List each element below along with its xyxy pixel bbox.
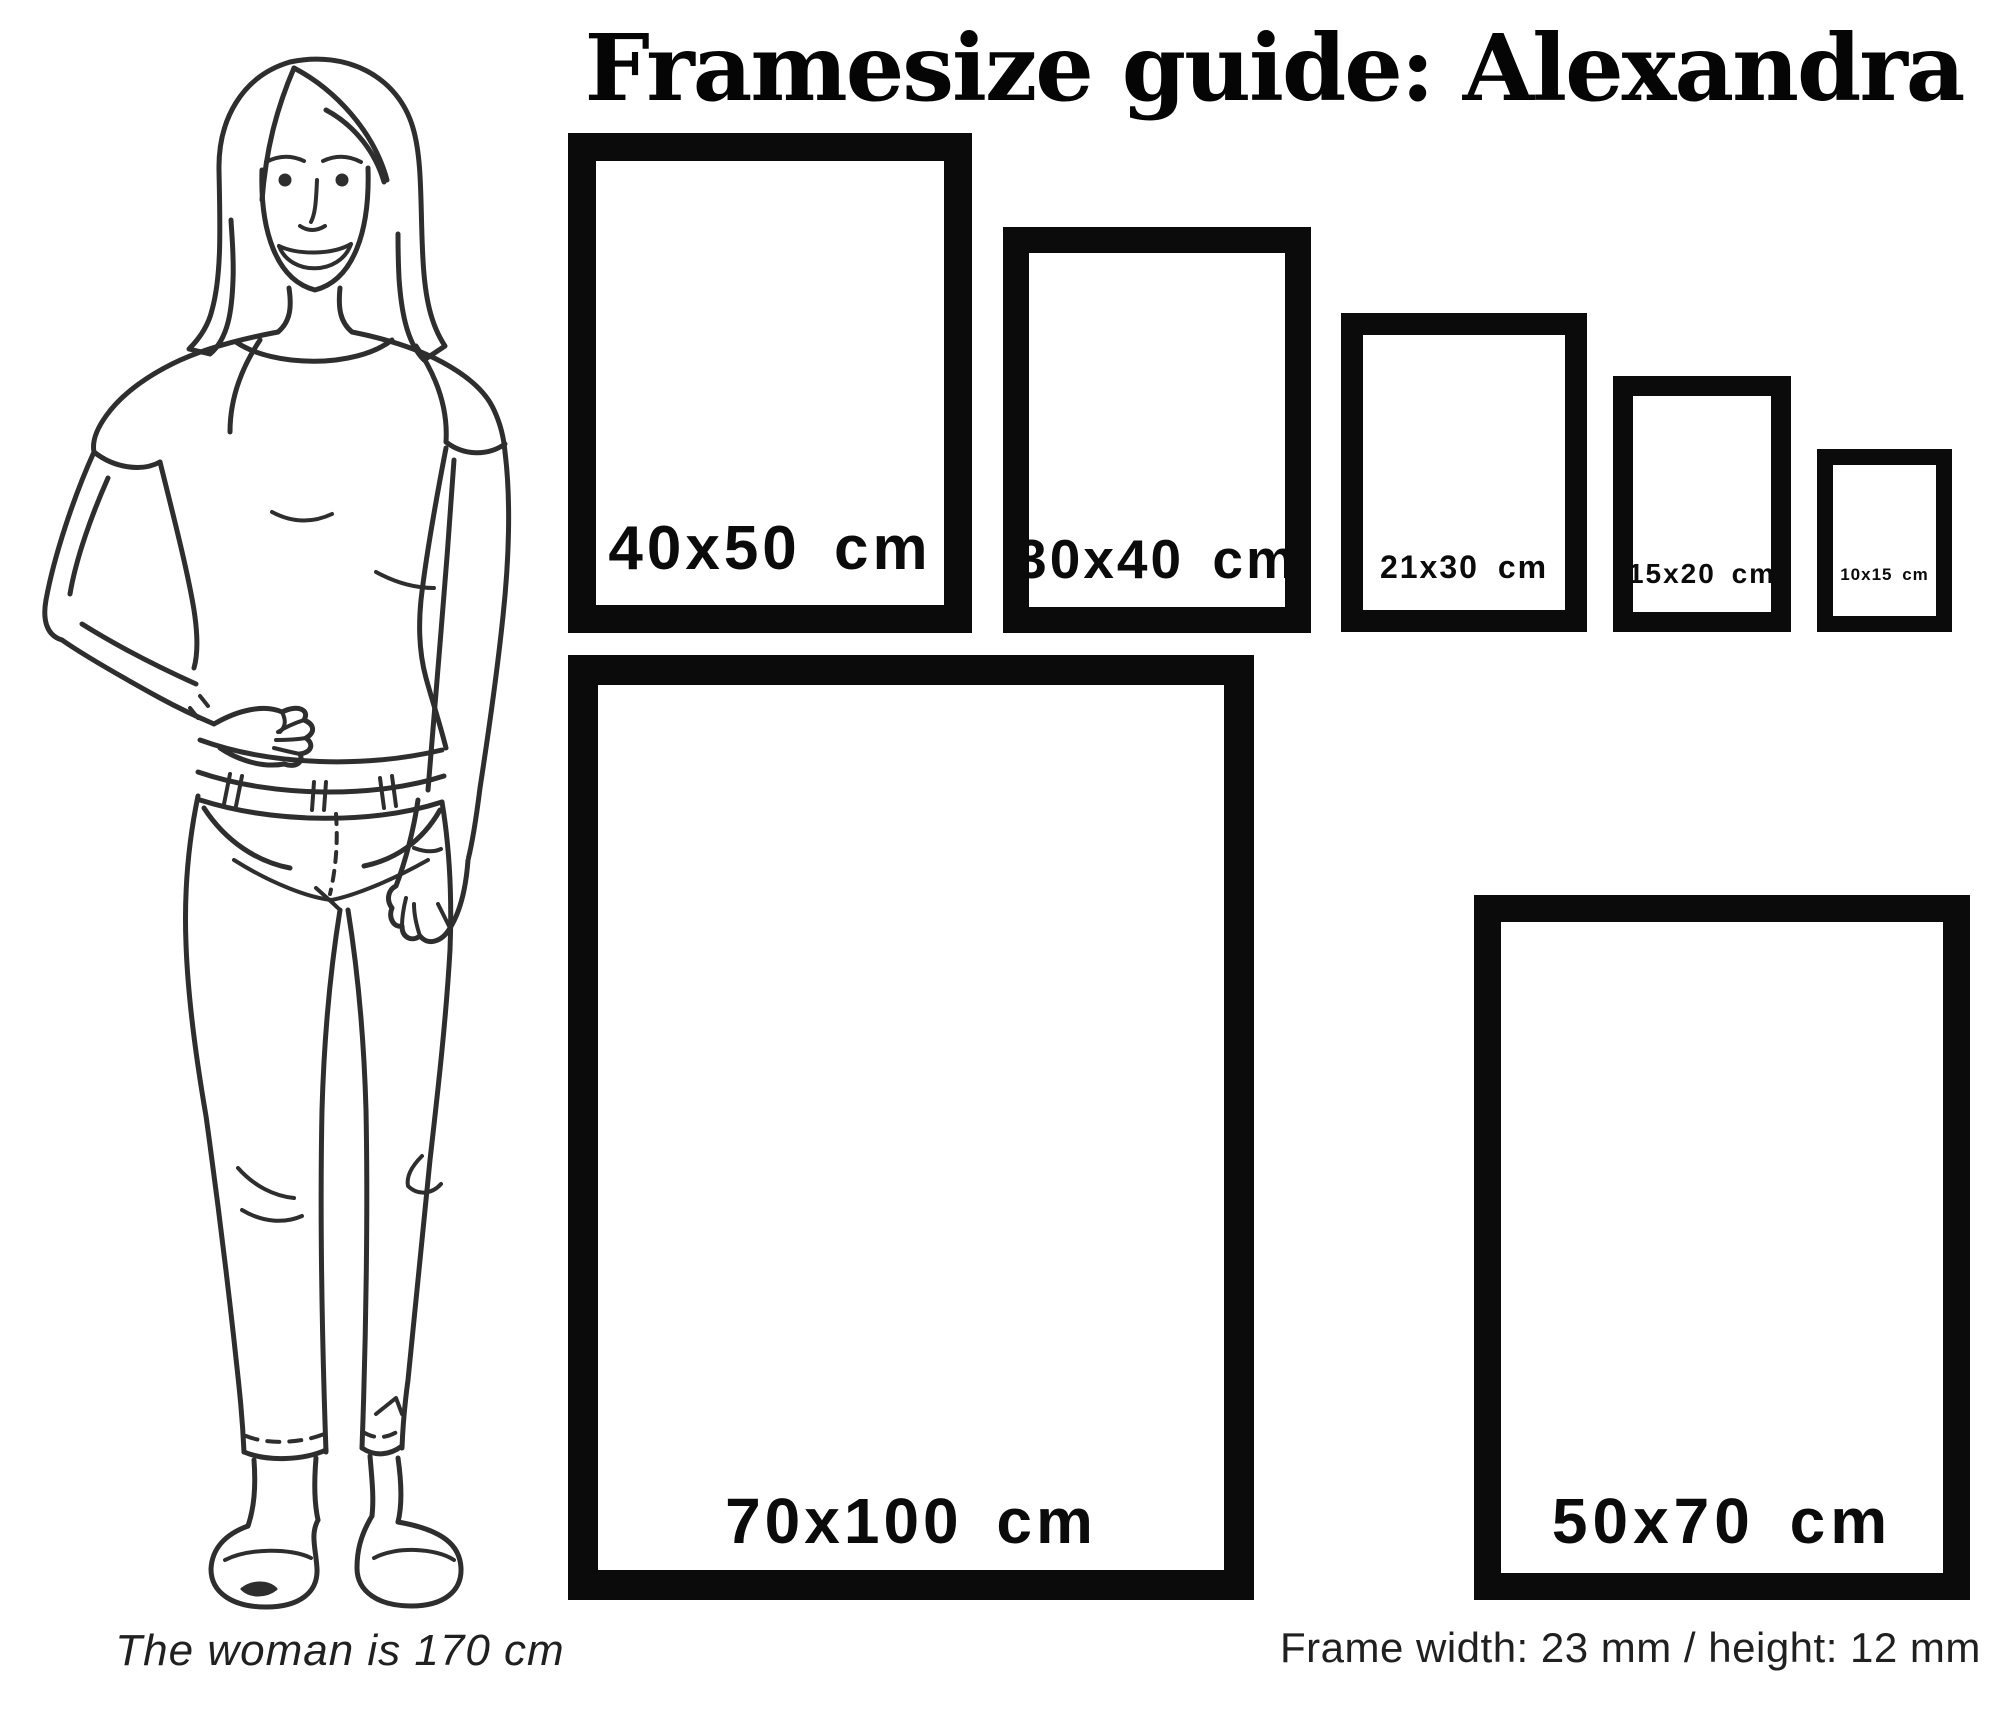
woman-line-drawing-icon [24,48,544,1628]
page-title: Framesize guide: Alexandra [584,14,1964,122]
frame-70x100 [568,655,1254,1600]
frame-size-label: 21x30 cm [1379,549,1549,585]
frame-size-label: 50x70 cm [1551,1485,1893,1557]
frame-50x70 [1474,895,1970,1600]
frame-size-label: 30x40 cm [1016,528,1298,590]
frame-21x30 [1341,313,1587,632]
frame-15x20 [1613,376,1791,632]
frame-size-label: 70x100 cm [725,1485,1097,1557]
frame-size-label: 40x50 cm [608,514,932,583]
frame-10x15 [1817,449,1952,632]
frame-30x40 [1003,227,1311,633]
woman-height-caption: The woman is 170 cm [115,1626,565,1675]
frame-40x50 [568,133,972,633]
frame-size-label: 10x15 cm [1840,565,1929,584]
frame-size-label: 15x20 cm [1627,558,1777,589]
woman-illustration [24,48,544,1628]
frame-spec-text: Frame width: 23 mm / height: 12 mm [1280,1624,1981,1671]
